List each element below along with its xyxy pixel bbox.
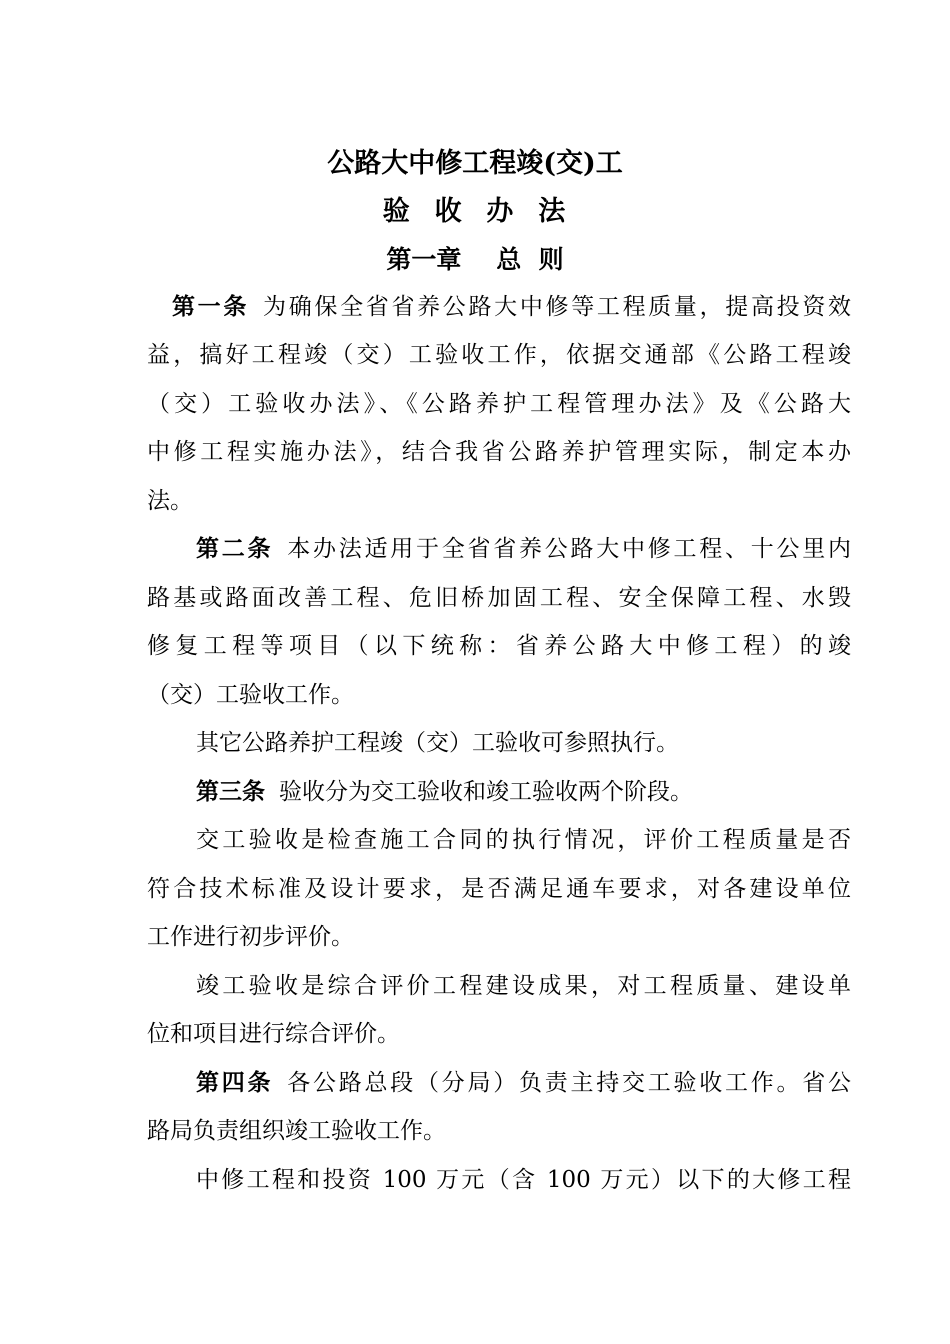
article-3-label: 第三条 — [196, 779, 265, 805]
article-1-line-4: 中修工程实施办法》，结合我省公路养护管理实际，制定本办 — [147, 439, 851, 465]
article-2-text: 本办法适用于全省省养公路大中修工程、十公里内 — [287, 536, 851, 562]
article-4-line-1 — [196, 1067, 851, 1099]
article-2-line-3: 修复工程等项目（以下统称：省养公路大中修工程）的竣 — [147, 633, 851, 659]
article-4-line-2: 路局负责组织竣工验收工作。 — [147, 1118, 446, 1144]
article-2-line-4: （交）工验收工作。 — [147, 682, 354, 708]
article-1-text: 为确保全省省养公路大中修等工程质量，提高投资效 — [263, 294, 852, 320]
chapter-heading: 第一章 总 则 — [386, 245, 564, 274]
article-1-line-5: 法。 — [147, 488, 193, 514]
article-2-line-2: 路基或路面改善工程、危旧桥加固工程、安全保障工程、水毁 — [147, 585, 851, 611]
article-3-p1-line-3: 工作进行初步评价。 — [147, 924, 354, 950]
article-3-text: 验收分为交工验收和竣工验收两个阶段。 — [279, 779, 693, 805]
article-3-p2-line-2: 位和项目进行综合评价。 — [147, 1021, 400, 1047]
article-2-line-1 — [196, 533, 851, 565]
article-4-text: 各公路总段（分局）负责主持交工验收工作。省公 — [287, 1070, 851, 1096]
document-subtitle: 验 收 办 法 — [382, 196, 568, 227]
article-3-line-1 — [196, 776, 851, 808]
article-1-line-2: 益，搞好工程竣（交）工验收工作，依据交通部《公路工程竣 — [147, 342, 851, 368]
article-1-line-3: （交）工验收办法》、《公路养护工程管理办法》及《公路大 — [147, 391, 851, 417]
article-2-label: 第二条 — [196, 536, 274, 562]
article-3-p2-line-1: 竣工验收是综合评价工程建设成果，对工程质量、建设单 — [196, 973, 851, 999]
article-4-label: 第四条 — [196, 1070, 274, 1096]
article-3-p1-line-1: 交工验收是检查施工合同的执行情况，评价工程质量是否 — [196, 827, 851, 853]
article-2-extra-paragraph: 其它公路养护工程竣（交）工验收可参照执行。 — [196, 730, 679, 756]
article-3-p1-line-2: 符合技术标准及设计要求，是否满足通车要求，对各建设单位 — [147, 876, 851, 902]
article-4-extra-paragraph: 中修工程和投资 100 万元（含 100 万元）以下的大修工程 — [196, 1167, 851, 1193]
document-title: 公路大中修工程竣(交)工 — [327, 148, 623, 179]
article-1-label: 第一条 — [172, 294, 250, 320]
article-1-line-1 — [172, 291, 851, 323]
